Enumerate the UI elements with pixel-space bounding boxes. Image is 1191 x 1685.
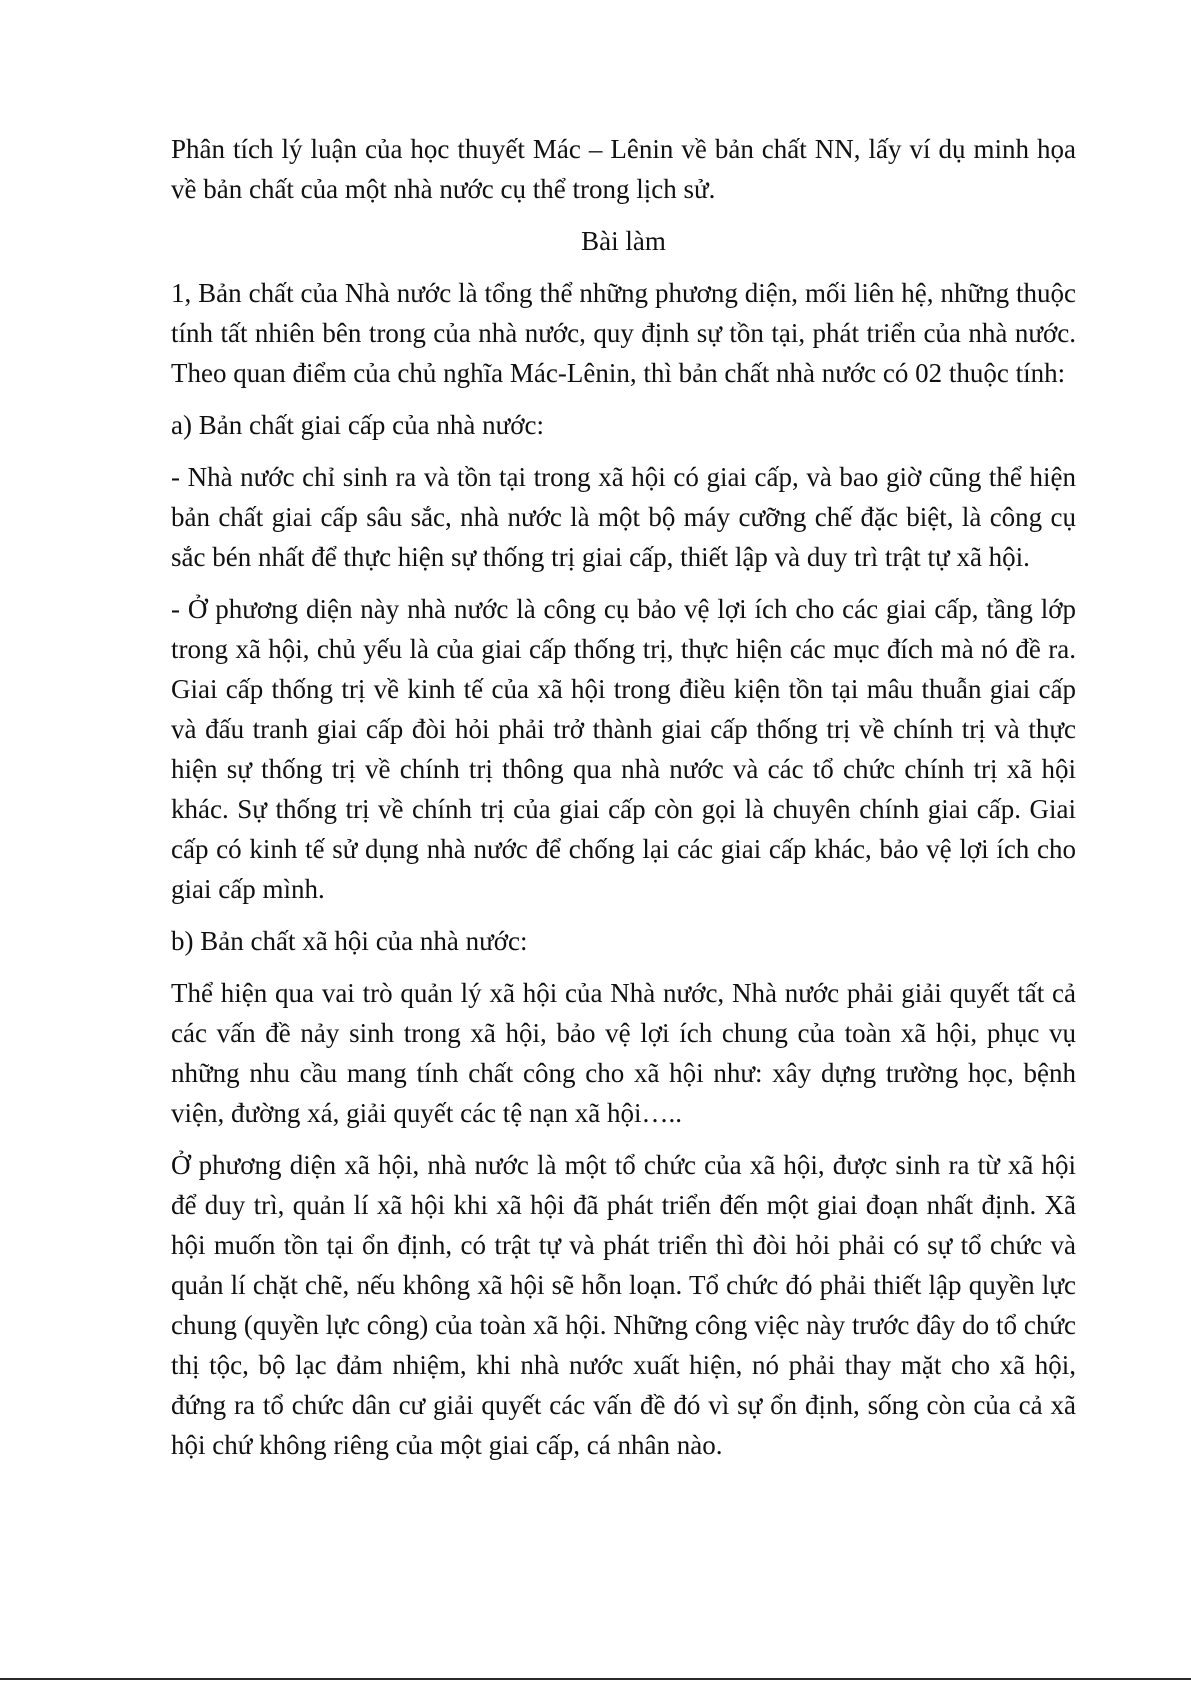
paragraph-definition: 1, Bản chất của Nhà nước là tổng thể những phương diện, mối liên hệ, những thuộc tính tất nhiên bên trong của nhà nước, quy định sự tồn tại, phát triển của nhà nước. Theo quan điểm của chủ nghĩa Mác-Lênin, thì bản chất nhà nước có 02 thuộc tính: <box>171 278 1076 388</box>
paragraph-social-nature-2: Ở phương diện xã hội, nhà nước là một tổ chức của xã hội, được sinh ra từ xã hội để duy trì, quản lí xã hội khi xã hội đã phát triển đến một giai đoạn nhất định. Xã hội muốn tồn tại ổn định, có trật tự và phát triển thì đòi hỏi phải có sự tổ chức và quản lí chặt chẽ, nếu không xã hội sẽ hỗn loạn. Tổ chức đó phải thiết lập quyền lực chung (quyền lực công) của toàn xã hội. Những công việc này trước đây do tổ chức thị tộc, bộ lạc đảm nhiệm, khi nhà nước xuất hiện, nó phải thay mặt cho xã hội, đứng ra tổ chức dân cư giải quyết các vấn đề đó vì sự ổn định, sống còn của cả xã hội chứ không riêng của một giai cấp, cá nhân nào. <box>171 1150 1076 1460</box>
paragraph-class-nature-1: - Nhà nước chỉ sinh ra và tồn tại trong xã hội có giai cấp, và bao giờ cũng thể hiện bản chất giai cấp sâu sắc, nhà nước là một bộ máy cưỡng chế đặc biệt, là công cụ sắc bén nhất để thực hiện sự thống trị giai cấp, thiết lập và duy trì trật tự xã hội. <box>171 462 1076 572</box>
document-body <box>171 129 1076 1477</box>
page-bottom-rule <box>0 1678 1191 1680</box>
paragraph-social-nature-1: Thể hiện qua vai trò quản lý xã hội của Nhà nước, Nhà nước phải giải quyết tất cả các vấn đề nảy sinh trong xã hội, bảo vệ lợi ích chung của toàn xã hội, phục vụ những nhu cầu mang tính chất công cho xã hội như: xây dựng trường học, bệnh viện, đường xá, giải quyết các tệ nạn xã hội….. <box>171 978 1076 1128</box>
heading-social-nature: b) Bản chất xã hội của nhà nước: <box>171 926 528 956</box>
heading-class-nature: a) Bản chất giai cấp của nhà nước: <box>171 410 544 440</box>
paragraph-class-nature-2: - Ở phương diện này nhà nước là công cụ bảo vệ lợi ích cho các giai cấp, tầng lớp trong xã hội, chủ yếu là của giai cấp thống trị, thực hiện các mục đích mà nó đề ra. Giai cấp thống trị về kinh tế của xã hội trong điều kiện tồn tại mâu thuẫn giai cấp và đấu tranh giai cấp đòi hỏi phải trở thành giai cấp thống trị về chính trị và thực hiện sự thống trị về chính trị thông qua nhà nước và các tổ chức chính trị xã hội khác. Sự thống trị về chính trị của giai cấp còn gọi là chuyên chính giai cấp. Giai cấp có kinh tế sử dụng nhà nước để chống lại các giai cấp khác, bảo vệ lợi ích cho giai cấp mình. <box>171 594 1076 904</box>
question-text: Phân tích lý luận của học thuyết Mác – Lênin về bản chất NN, lấy ví dụ minh họa về bản chất của một nhà nước cụ thể trong lịch sử. <box>171 134 1076 204</box>
answer-title: Bài làm <box>581 226 666 256</box>
